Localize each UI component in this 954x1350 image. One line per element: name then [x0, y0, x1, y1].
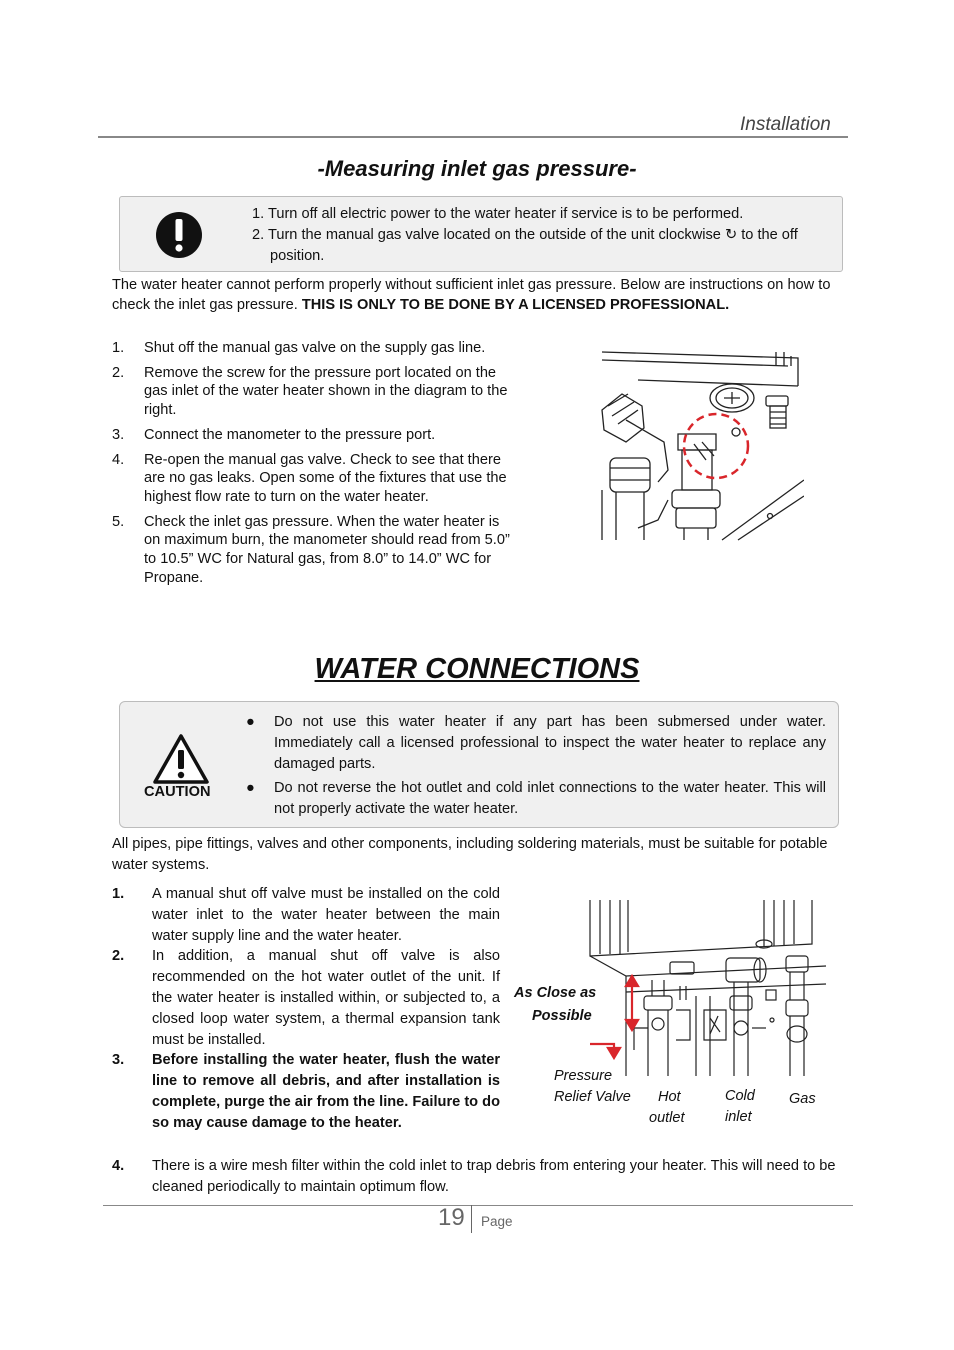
page-separator: [471, 1205, 472, 1233]
gas-intro-text: The water heater cannot perform properly without sufficient inlet gas pressure. Below are instructions on how to check the inlet gas pressure.: [112, 277, 831, 313]
gas-step-text: Connect the manometer to the pressure port.: [144, 426, 436, 443]
footer-rule: [103, 1205, 853, 1206]
gas-intro-paragraph: [112, 276, 832, 315]
gas-warning-item: 1. Turn off all electric power to the water heater if service is to be performed.: [252, 206, 744, 222]
bullet-icon: ●: [246, 714, 255, 730]
gas-step-text: Remove the screw for the pressure port located on the gas inlet of the water heater shown in the diagram to the right.: [144, 364, 508, 419]
caution-label: CAUTION: [144, 784, 211, 800]
caution-item: [244, 778, 826, 820]
gas-step-number: 1.: [112, 340, 125, 356]
gas-warning-list: [252, 204, 832, 267]
water-step-text: A manual shut off valve must be installed on the cold water inlet to the water heater between the main water supply line and the water heater.: [152, 886, 500, 944]
gas-intro-bold: THIS IS ONLY TO BE DONE BY A LICENSED PROFESSIONAL.: [301, 296, 730, 313]
gas-step-number: 3.: [112, 426, 125, 443]
running-header: Installation: [740, 114, 831, 135]
page-number: 19: [438, 1204, 465, 1231]
water-step: [112, 946, 500, 1050]
page-label: Page: [481, 1214, 513, 1229]
water-section-title: WATER CONNECTIONS: [314, 653, 640, 685]
gas-inlet-diagram: [598, 350, 804, 542]
gas-step: [112, 339, 512, 358]
gas-label: Gas: [789, 1091, 816, 1107]
water-steps-list: [112, 884, 500, 1134]
water-step: [112, 1050, 500, 1133]
bullet-icon: ●: [246, 780, 255, 796]
hot-outlet-label: outlet: [649, 1110, 685, 1126]
caution-text: Do not use this water heater if any part has been submersed under water. Immediately call a licensed professional to inspect the water heater to replace any damaged parts.: [274, 714, 826, 772]
gas-step: [112, 364, 512, 420]
exclamation-circle-icon: [153, 210, 205, 260]
water-caution-box: [119, 701, 839, 828]
close-as-possible-label: As Close as: [514, 985, 597, 1001]
gas-step-number: 5.: [112, 513, 125, 530]
gas-warning-box: [119, 196, 843, 272]
gas-step: [112, 451, 512, 507]
caution-item: [244, 712, 826, 775]
pressure-relief-label: Relief Valve: [554, 1089, 631, 1105]
gas-step-text: Re-open the manual gas valve. Check to see that there are no gas leaks. Open some of the fixtures that use the highest flow rate to turn on the water heater.: [144, 451, 507, 505]
caution-text: Do not reverse the hot outlet and cold inlet connections to the water heater. This will not properly activate the water heater.: [274, 780, 826, 817]
water-step-number: 2.: [112, 948, 125, 965]
water-step-number: 4.: [112, 1158, 125, 1174]
warning-triangle-icon: [152, 733, 210, 785]
gas-step-text: Check the inlet gas pressure. When the water heater is on maximum burn, the manometer should read from 5.0” to 10.5” WC for Natural gas, from 8.0” to 14.0” WC for Propane.: [144, 513, 510, 586]
gas-warning-item: 2. Turn the manual gas valve located on the outside of the unit clockwise ↻ to the off position.: [252, 227, 798, 264]
gas-section-title: -Measuring inlet gas pressure-: [317, 156, 637, 181]
gas-step-number: 4.: [112, 451, 125, 468]
water-step-text: In addition, a manual shut off valve is also recommended on the hot water outlet of the unit. If the water heater is installed within, or subjected to, a closed loop water system, a thermal expansion tank must be installed.: [152, 948, 500, 1048]
water-intro-paragraph: All pipes, pipe fittings, valves and other components, including soldering materials, must be suitable for potable water systems.: [112, 836, 828, 873]
gas-step: [112, 426, 512, 445]
water-step: [112, 884, 500, 946]
water-connections-diagram: [586, 900, 828, 1076]
gas-step-number: 2.: [112, 364, 125, 381]
header-rule: [98, 136, 848, 138]
caution-list: [244, 712, 826, 823]
water-step-text: Before installing the water heater, flush the water line to remove all debris, and after installation is complete, purge the air from the line. Failure to do so may cause damage to the heater.: [152, 1052, 500, 1131]
water-step-4: [112, 1156, 842, 1198]
cold-inlet-label: Cold: [725, 1088, 755, 1104]
gas-steps-list: [112, 339, 512, 593]
gas-step: [112, 513, 512, 588]
hot-outlet-label: Hot: [658, 1089, 681, 1105]
water-step-number: 1.: [112, 886, 125, 902]
close-as-possible-label: Possible: [532, 1008, 592, 1024]
water-step-text: There is a wire mesh filter within the cold inlet to trap debris from entering your heater. This will need to be cleaned periodically to maintain optimum flow.: [152, 1158, 836, 1195]
water-step-number: 3.: [112, 1052, 125, 1069]
pressure-relief-label: Pressure: [554, 1068, 613, 1084]
gas-step-text: Shut off the manual gas valve on the supply gas line.: [144, 340, 486, 356]
cold-inlet-label: inlet: [725, 1109, 752, 1125]
